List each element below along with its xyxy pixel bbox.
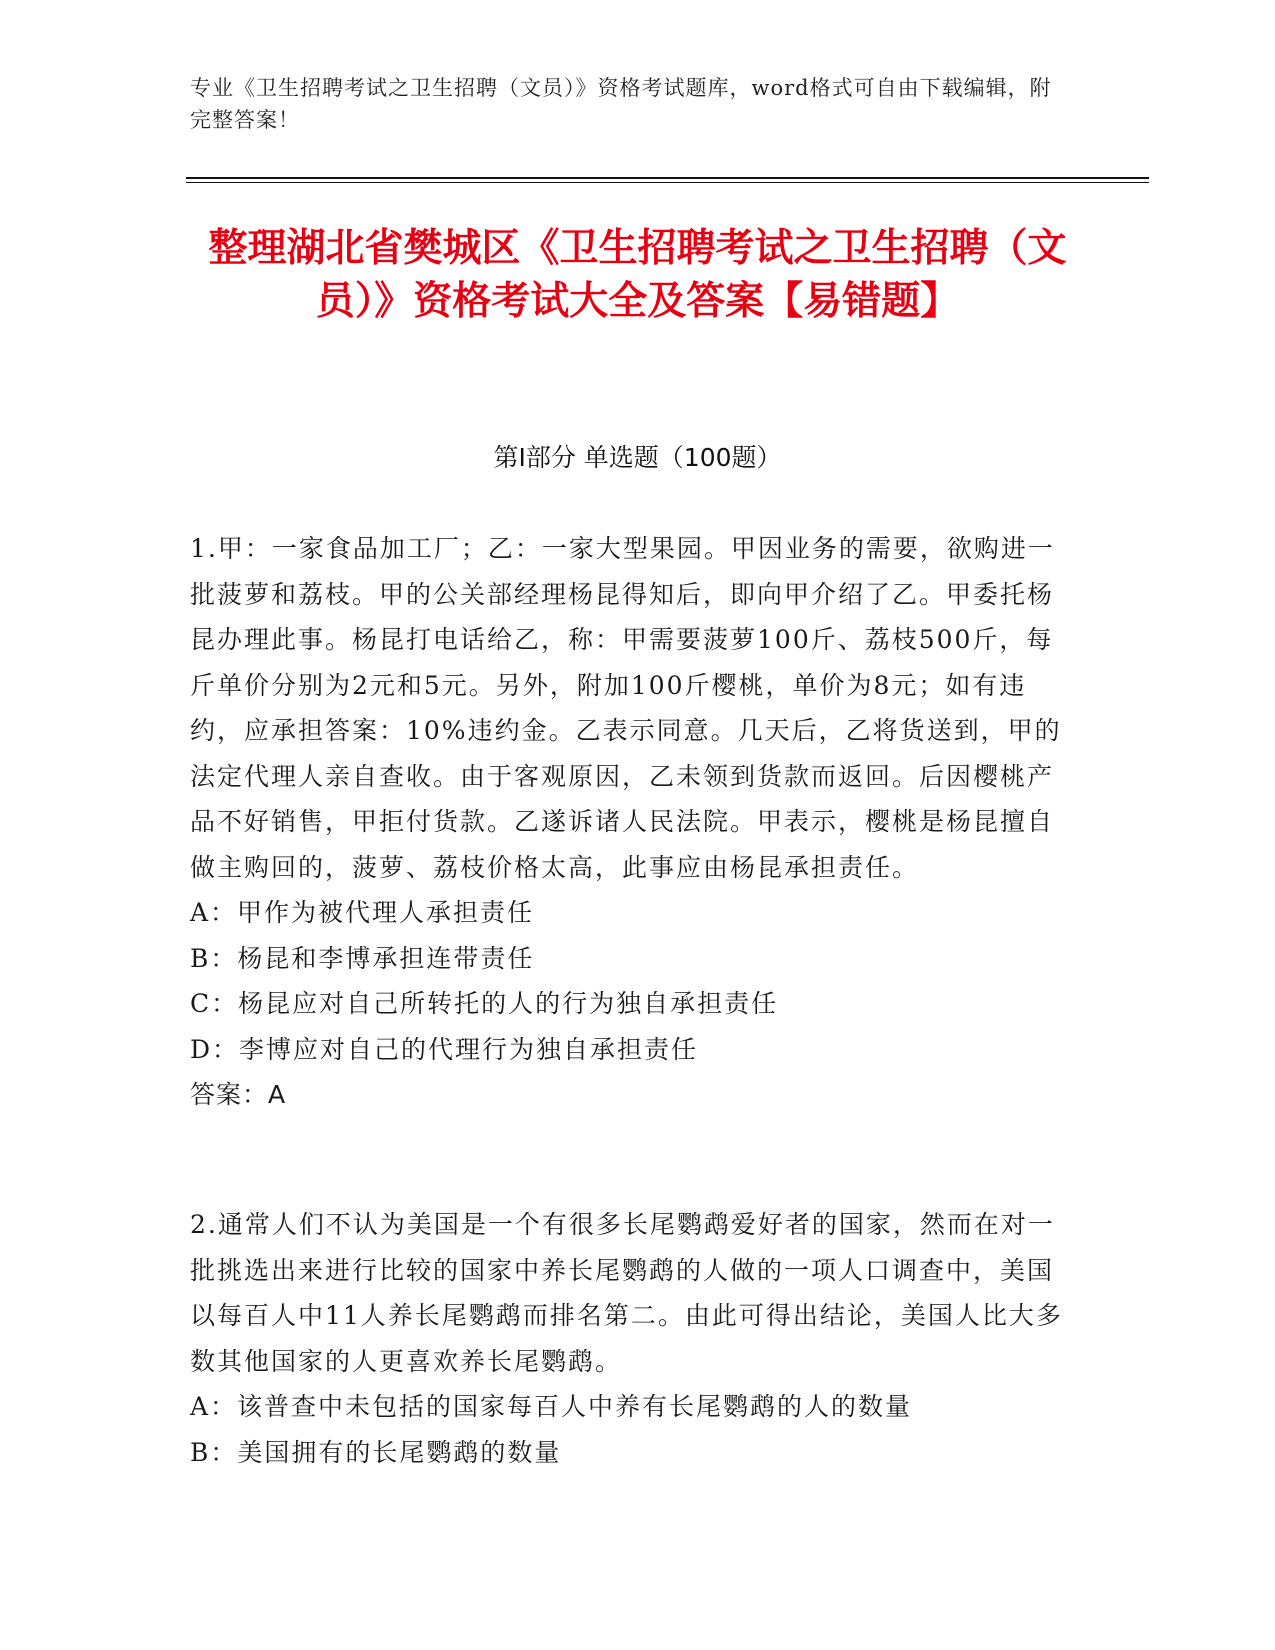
question-stem: 2.通常人们不认为美国是一个有很多长尾鹦鹉爱好者的国家，然而在对一批挑选出来进行比较的国家中养长尾鹦鹉的人做的一项人口调查中，美国以每百人中11人养长尾鹦鹉而排名第二。由此可得出结论，美国人比大多数其他国家的人更喜欢养长尾鹦鹉。 (190, 1210, 1063, 1376)
header-rule-thick (186, 177, 1149, 179)
question-1 (190, 526, 1080, 1118)
section-title: 第Ⅰ部分 单选题（100题） (493, 443, 782, 472)
question-2 (190, 1202, 1080, 1475)
document-title: 整理湖北省樊城区《卫生招聘考试之卫生招聘（文员）》资格考试大全及答案【易错题】 (208, 226, 1067, 324)
header-rule-thin (186, 182, 1149, 183)
option-d: D：李博应对自己的代理行为独自承担责任 (190, 1034, 699, 1064)
question-stem: 1.甲：一家食品加工厂；乙：一家大型果园。甲因业务的需要，欲购进一批菠萝和荔枝。甲的公关部经理杨昆得知后，即向甲介绍了乙。甲委托杨昆办理此事。杨昆打电话给乙，称：甲需要菠萝100斤、荔枝500斤，每斤单价分别为2元和5元。另外，附加100斤樱桃，单价为8元；如有违约，应承担答案：10%违约金。乙表示同意。几天后，乙将货送到，甲的法定代理人亲自查收。由于客观原因，乙未领到货款而返回。后因樱桃产品不好销售，甲拒付货款。乙遂诉诸人民法院。甲表示，樱桃是杨昆擅自做主购回的，菠萝、荔枝价格太高，此事应由杨昆承担责任。 (190, 534, 1062, 882)
option-a: A：甲作为被代理人承担责任 (190, 898, 535, 927)
option-b: B：美国拥有的长尾鹦鹉的数量 (190, 1437, 562, 1467)
header-note: 专业《卫生招聘考试之卫生招聘（文员）》资格考试题库，word格式可自由下载编辑，附完整答案！ (190, 76, 1052, 132)
option-c: C：杨昆应对自己所转托的人的行为独自承担责任 (190, 989, 779, 1018)
option-a: A：该普查中未包括的国家每百人中养有长尾鹦鹉的人的数量 (190, 1392, 913, 1421)
answer-line: 答案：A (190, 1080, 287, 1109)
option-b: B：杨昆和李博承担连带责任 (190, 943, 535, 973)
